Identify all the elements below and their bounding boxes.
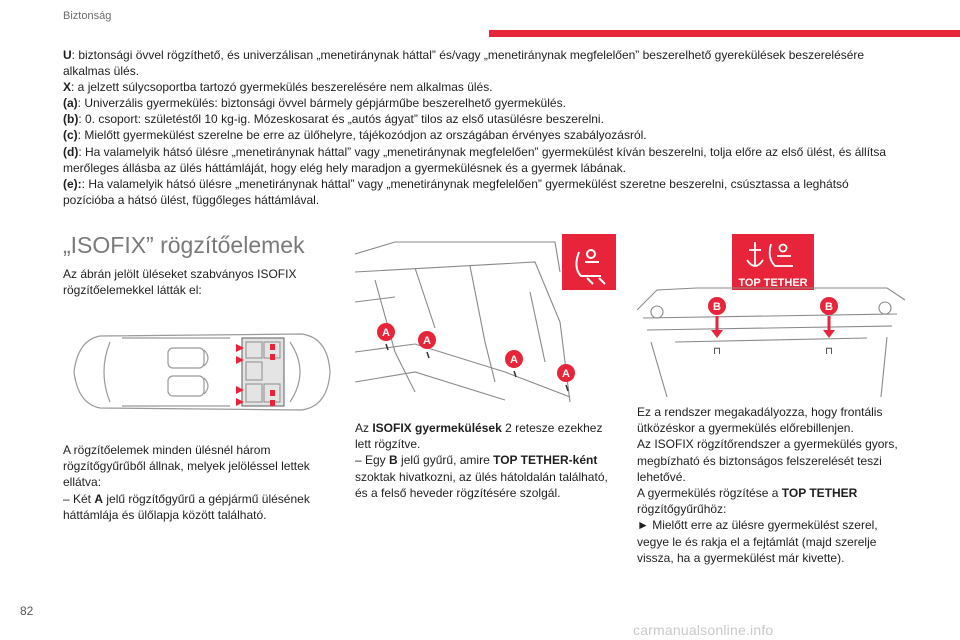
svg-text:A: A — [423, 335, 431, 347]
legend-item: (e):: Ha valamelyik hátsó ülésre „menetiránynak háttal” vagy „menetiránynak megfelelően” gyermekülést szeretne beszerelni, csúsztassa a leghátsó pozícióba a hátsó ülést, függőleges háttámlával. — [63, 176, 849, 207]
legend-item: U: biztonsági övvel rögzíthető, és univerzálisan „menetiránynak háttal” és/vagy „menetiránynak megfelelően” beszerelhető gyerekülések beszerelésére alkalmas ülés. — [63, 48, 865, 79]
svg-text:TOP TETHER: TOP TETHER — [738, 277, 808, 289]
svg-text:⊓: ⊓ — [713, 346, 721, 357]
anchor-marker-a — [557, 364, 575, 391]
top-tether-figure — [637, 232, 907, 402]
svg-text:A: A — [382, 327, 390, 339]
watermark: carmanualsonline.info — [633, 622, 774, 638]
section-label: Biztonság — [63, 10, 112, 22]
bullet-arrow-icon: ► — [637, 518, 649, 533]
isofix-anchors-figure — [355, 232, 617, 412]
col2-text: Az ISOFIX gyermekülések 2 retesze ezekhez lett rögzítve. – Egy B jelű gyűrű, amire TOP TETHER-ként szoktak hivatkozni, az ülés hátoldalán található, és a felső heveder rögzítésére szolgál. — [355, 421, 608, 500]
car-top-view-figure — [70, 318, 335, 426]
anchor-marker-b — [708, 297, 726, 357]
svg-text:A: A — [562, 368, 570, 380]
svg-text:⊓: ⊓ — [825, 346, 833, 357]
svg-text:B: B — [825, 301, 833, 313]
legend-item: X: a jelzett súlycsoportba tartozó gyermekülés beszerelésére nem alkalmas ülés. — [63, 80, 493, 95]
legend-item: (c): Mielőtt gyermekülést szerelne be erre az ülőhelyre, tájékozódjon az országában érvényes szabályozásról. — [63, 128, 647, 143]
col1-anchor-text: A rögzítőelemek minden ülésnél három rögzítőgyűrűből állnak, melyek jelöléssel lettek ellátva: – Két A jelű rögzítőgyűrű a gépjármű ülésének háttámlája és ülőlapja között található. — [63, 442, 325, 523]
svg-text:A: A — [510, 354, 518, 366]
anchor-list-item: – Két A jelű rögzítőgyűrű a gépjármű ülésének háttámlája és ülőlapja között található. — [63, 491, 310, 522]
legend-item: (a): Univerzális gyermekülés: biztonsági övvel bármely gépjárműbe beszerelhető gyermekülés. — [63, 96, 566, 111]
legend-item: (b): 0. csoport: születéstől 10 kg-ig. Mózeskosarat és „autós ágyat” tilos az első utasülésre beszerelni. — [63, 112, 604, 127]
col1-intro-text: Az ábrán jelölt üléseket szabványos ISOFIX rögzítőelemekkel látták el: — [63, 267, 297, 298]
page-number: 82 — [20, 604, 34, 618]
anchor-marker-a — [377, 323, 395, 350]
intro-legend — [63, 47, 903, 208]
anchor-marker-a — [418, 331, 436, 358]
section-title: „ISOFIX” rögzítőelemek — [63, 232, 305, 258]
svg-text:B: B — [713, 301, 721, 313]
header-accent-bar — [489, 30, 960, 37]
legend-item: (d): Ha valamelyik hátsó ülésre „menetiránynak háttal” vagy „menetiránynak megfelelően” gyermekülést kíván beszerelni, tolja előre az első ülést, és állítsa merőleges állásba az ülés háttámláját, hogy elég hely maradjon a gyermekülésnek és a gyermek lábának. — [63, 144, 887, 175]
col3-text: Ez a rendszer megakadályozza, hogy frontális ütközéskor a gyermekülés előrebillenjen. Az ISOFIX rögzítőrendszer a gyermekülés gyors, megbízható és biztonságos felszerelését teszi lehetővé. A gyermekülés rögzítése a TOP TETHER rögzítőgyűrűhöz: ► Mielőtt erre az ülésre gyermekülést szerel, vegye le és rakja el a fejtámlát (majd szerelje vissza, ha a gyermekülést már kivette). — [637, 405, 898, 565]
